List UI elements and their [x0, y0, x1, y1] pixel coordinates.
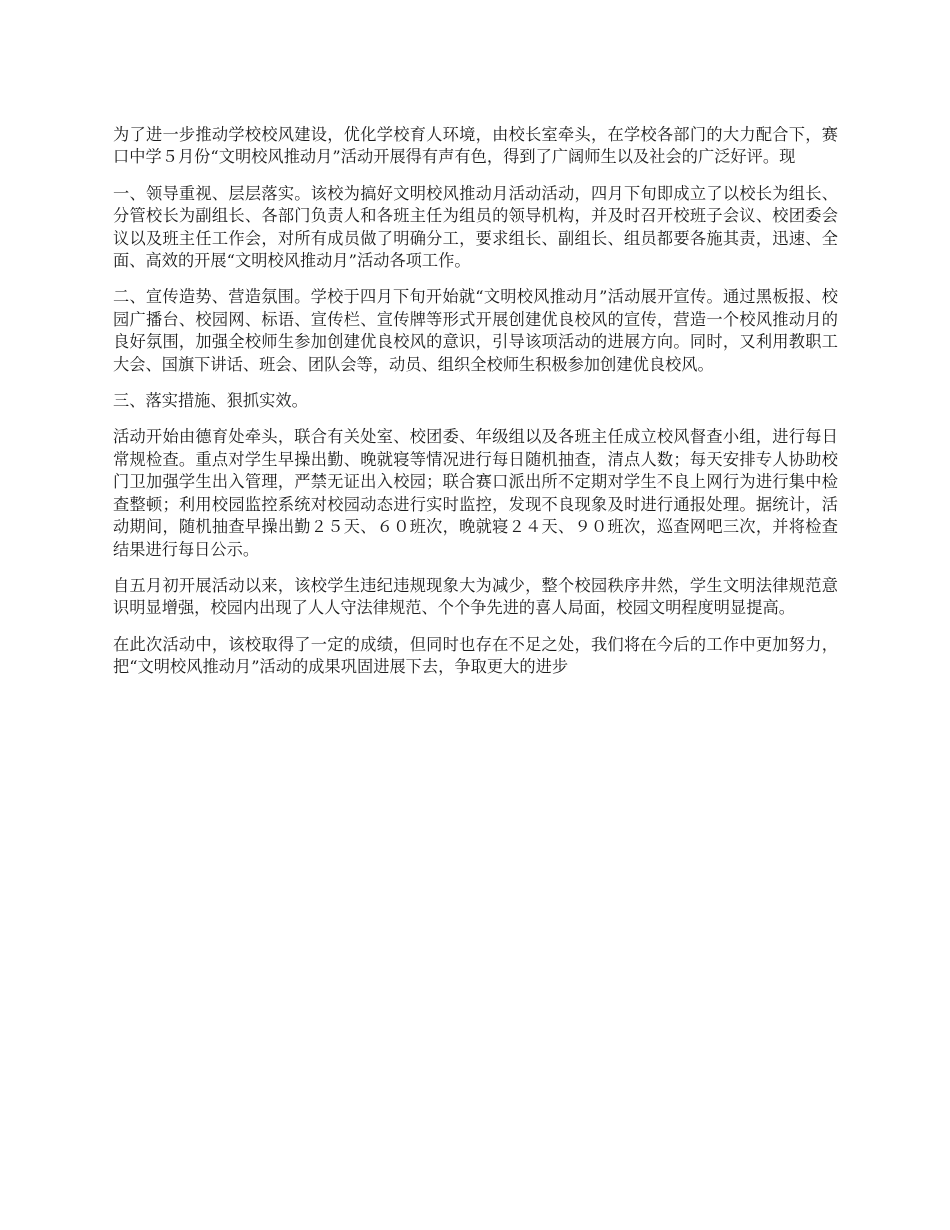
paragraph-section-three-heading: 三、落实措施、狠抓实效。: [113, 391, 308, 411]
paragraph-results: 自五月初开展活动以来，该校学生违纪违规现象大为减少，整个校园秩序井然，学生文明法律规范意识明显增强，校园内出现了人人守法律规范、个个争先进的喜人局面，校园文明程度明显提高。: [113, 575, 838, 618]
paragraph-intro: 为了进一步推动学校校风建设，优化学校育人环境，由校长室牵头，在学校各部门的大力配合下，赛口中学５月份“文明校风推动月”活动开展得有声有色，得到了广阔师生以及社会的广泛好评。现: [113, 125, 838, 167]
paragraph-section-two: 二、宣传造势、营造氛围。学校于四月下旬开始就“文明校风推动月”活动展开宣传。通过黑板报、校园广播台、校园网、标语、宣传栏、宣传牌等形式开展创建优良校风的宣传，营造一个校风推动月的良好氛围，加强全校师生参加创建优良校风的意识，引导该项活动的进展方向。同时，又利用教职工大会、国旗下讲话、班会、团队会等，动员、组织全校师生积极参加创建优良校风。: [113, 287, 838, 374]
paragraph-section-three-body: 活动开始由德育处牵头，联合有关处室、校团委、年级组以及各班主任成立校风督查小组，进行每日常规检查。重点对学生早操出勤、晚就寝等情况进行每日随机抽查，清点人数；每天安排专人协助校门卫加强学生出入管理，严禁无证出入校园；联合赛口派出所不定期对学生不良上网行为进行集中检查整顿；利用校园监控系统对校园动态进行实时监控，发现不良现象及时进行通报处理。据统计，活动期间，随机抽查早操出勤２５天、６０班次，晚就寝２４天、９０班次，巡查网吧三次，并将检查结果进行每日公示。: [113, 427, 838, 559]
document-body: [113, 124, 838, 693]
paragraph-section-one: 一、领导重视、层层落实。该校为搞好文明校风推动月活动活动，四月下旬即成立了以校长为组长、分管校长为副组长、各部门负责人和各班主任为组员的领导机构，并及时召开校班子会议、校团委会议以及班主任工作会，对所有成员做了明确分工，要求组长、副组长、组员都要各施其责，迅速、全面、高效的开展“文明校风推动月”活动各项工作。: [113, 183, 838, 271]
paragraph-conclusion: 在此次活动中，该校取得了一定的成绩，但同时也存在不足之处，我们将在今后的工作中更加努力，把“文明校风推动月”活动的成果巩固进展下去，争取更大的进步: [113, 634, 838, 677]
